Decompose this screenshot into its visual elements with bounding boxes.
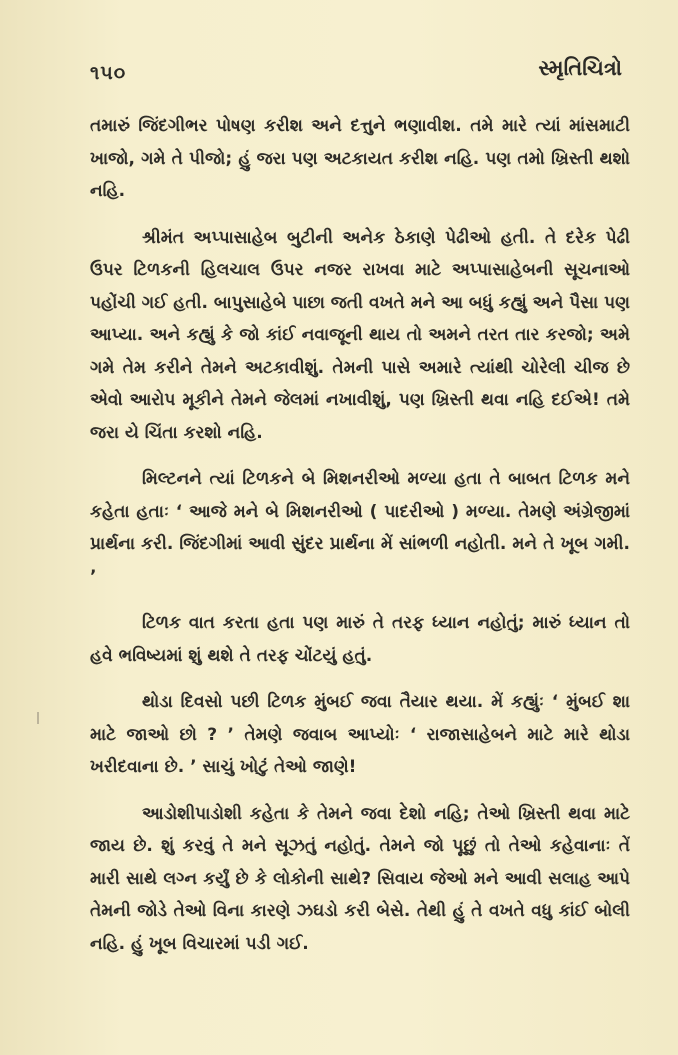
- paragraph: આડોશીપાડોશી કહેતા કે તેમને જવા દેશો નહિ; તેઓ ખ્રિસ્તી થવા માટે જાય છે. શું કરવું તે મને સૂઝતું નહોતું. તેમને જો પૂછું તો તેઓ કહેવાનાઃ તેં મારી સાથે લગ્ન કર્યું છે કે લોકોની સાથે? સિવાય જેઓ મને આવી સલાહ આપે તેમની જોડે તેઓ વિના કારણે ઝઘડો કરી બેસે. તેથી હું તે વખતે વધુ કાંઈ બોલી નહિ. હું ખૂબ વિચારમાં પડી ગઈ.: [90, 803, 630, 954]
- body-text: [90, 110, 630, 974]
- paragraph: તમારું જિંદગીભર પોષણ કરીશ અને દત્તુને ભણાવીશ. તમે મારે ત્યાં માંસમાટી ખાજો, ગમે તે પીજો; હું જરા પણ અટકાયત કરીશ નહિ. પણ તમો ખ્રિસ્તી થશો નહિ.: [90, 116, 630, 201]
- running-title: સ્મૃતિચિત્રો: [538, 56, 622, 80]
- paragraph: થોડા દિવસો પછી ટિળક મુંબઈ જવા તૈયાર થયા. મેં કહ્યુંઃ ‘ મુંબઈ શા માટે જાઓ છો ? ’ તેમણે જવાબ આપ્યોઃ ‘ રાજાસાહેબને માટે મારે થોડા ખરીદવાના છે. ’ સાચું ખોટું તેઓ જાણે!: [90, 692, 630, 777]
- page-number: ૧૫૦: [90, 62, 127, 84]
- paragraph: મિલ્ટનને ત્યાં ટિળકને બે મિશનરીઓ મળ્યા હતા તે બાબત ટિળક મને કહેતા હતાઃ ‘ આજે મને બે મિશનરીઓ ( પાદરીઓ ) મળ્યા. તેમણે અંગ્રેજીમાં પ્રાર્થના કરી. જિંદગીમાં આવી સુંદર પ્રાર્થના મેં સાંભળી નહોતી. મને તે ખૂબ ગમી. ’: [90, 469, 630, 587]
- paragraph: ટિળક વાત કરતા હતા પણ મારું તે તરફ ધ્યાન નહોતું; મારું ધ્યાન તો હવે ભવિષ્યમાં શું થશે તે તરફ ચોંટયું હતું.: [90, 613, 630, 666]
- page-header: [90, 56, 622, 86]
- page-blemish: [37, 712, 39, 724]
- paragraph: શ્રીમંત અપ્પાસાહેબ બુટીની અનેક ઠેકાણે પેઢીઓ હતી. તે દરેક પેઢી ઉપર ટિળકની હિલચાલ ઉપર નજર રાખવા માટે અપ્પાસાહેબની સૂચનાઓ પહોંચી ગઈ હતી. બાપુસાહેબે પાછા જતી વખતે મને આ બધું કહ્યું અને પૈસા પણ આપ્યા. અને કહ્યું કે જો કાંઈ નવાજૂની થાય તો અમને તરત તાર કરજો; અમે ગમે તેમ કરીને તેમને અટકાવીશું. તેમની પાસે અમારે ત્યાંથી ચોરેલી ચીજ છે એવો આરોપ મૂકીને તેમને જેલમાં નખાવીશું, પણ ખ્રિસ્તી થવા નહિ દઈએ! તમે જરા યે ચિંતા કરશો નહિ.: [90, 227, 630, 443]
